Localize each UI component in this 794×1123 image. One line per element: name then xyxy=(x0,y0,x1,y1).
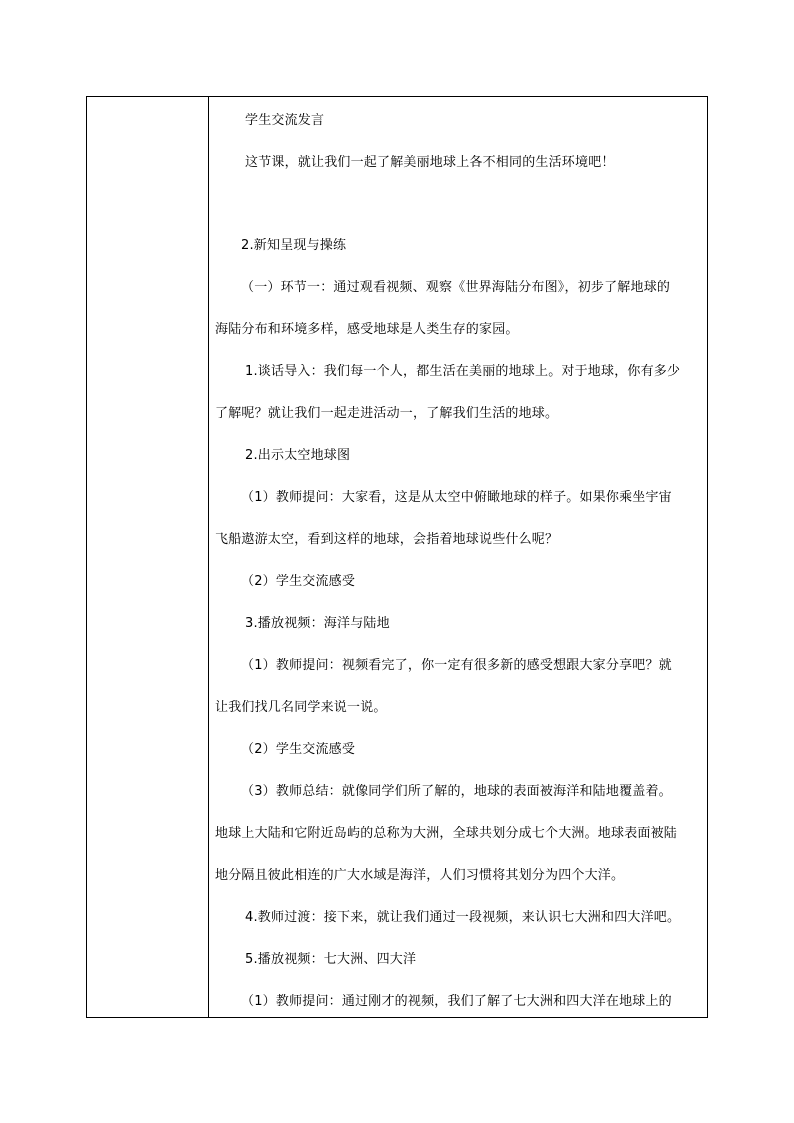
text-line: 这节课，就让我们一起了解美丽地球上各不相同的生活环境吧！ xyxy=(245,155,615,170)
text-line: （1）教师提问：大家看，这是从太空中俯瞰地球的样子。如果你乘坐宇宙 xyxy=(241,490,672,505)
text-line: 3.播放视频：海洋与陆地 xyxy=(245,616,390,631)
text-line: （1）教师提问：视频看完了，你一定有很多新的感受想跟大家分享吧？就 xyxy=(241,658,672,673)
text-line: （3）教师总结：就像同学们所了解的，地球的表面被海洋和陆地覆盖着。 xyxy=(241,784,672,799)
section-heading: 2.新知呈现与操练 xyxy=(241,238,347,253)
text-line: 地球上大陆和它附近岛屿的总称为大洲，全球共划分成七个大洲。地球表面被陆 xyxy=(215,826,678,841)
text-line: 海陆分布和环境多样，感受地球是人类生存的家园。 xyxy=(215,322,519,337)
text-line: 4.教师过渡：接下来，就让我们通过一段视频，来认识七大洲和四大洋吧。 xyxy=(245,910,681,925)
right-column-cell xyxy=(209,97,707,1017)
text-line: （1）教师提问：通过刚才的视频，我们了解了七大洲和四大洋在地球上的 xyxy=(241,994,672,1009)
text-line: 学生交流发言 xyxy=(245,113,325,128)
left-column-cell xyxy=(87,97,208,1017)
text-line: 地分隔且彼此相连的广大水域是海洋，人们习惯将其划分为四个大洋。 xyxy=(215,868,625,883)
text-line: 飞船遨游太空，看到这样的地球，会指着地球说些什么呢？ xyxy=(215,532,559,547)
text-line: 5.播放视频：七大洲、四大洋 xyxy=(245,952,417,967)
text-line: 1.谈话导入：我们每一个人，都生活在美丽的地球上。对于地球，你有多少 xyxy=(245,364,681,379)
text-line: 2.出示太空地球图 xyxy=(245,448,351,463)
lesson-table xyxy=(86,96,708,1018)
text-line: （一）环节一：通过观看视频、观察《世界海陆分布图》，初步了解地球的 xyxy=(241,280,671,295)
text-line: 了解呢？就让我们一起走进活动一，了解我们生活的地球。 xyxy=(215,406,559,421)
text-line: （2）学生交流感受 xyxy=(241,574,356,589)
text-line: （2）学生交流感受 xyxy=(241,742,356,757)
text-line: 让我们找几名同学来说一说。 xyxy=(215,700,387,715)
